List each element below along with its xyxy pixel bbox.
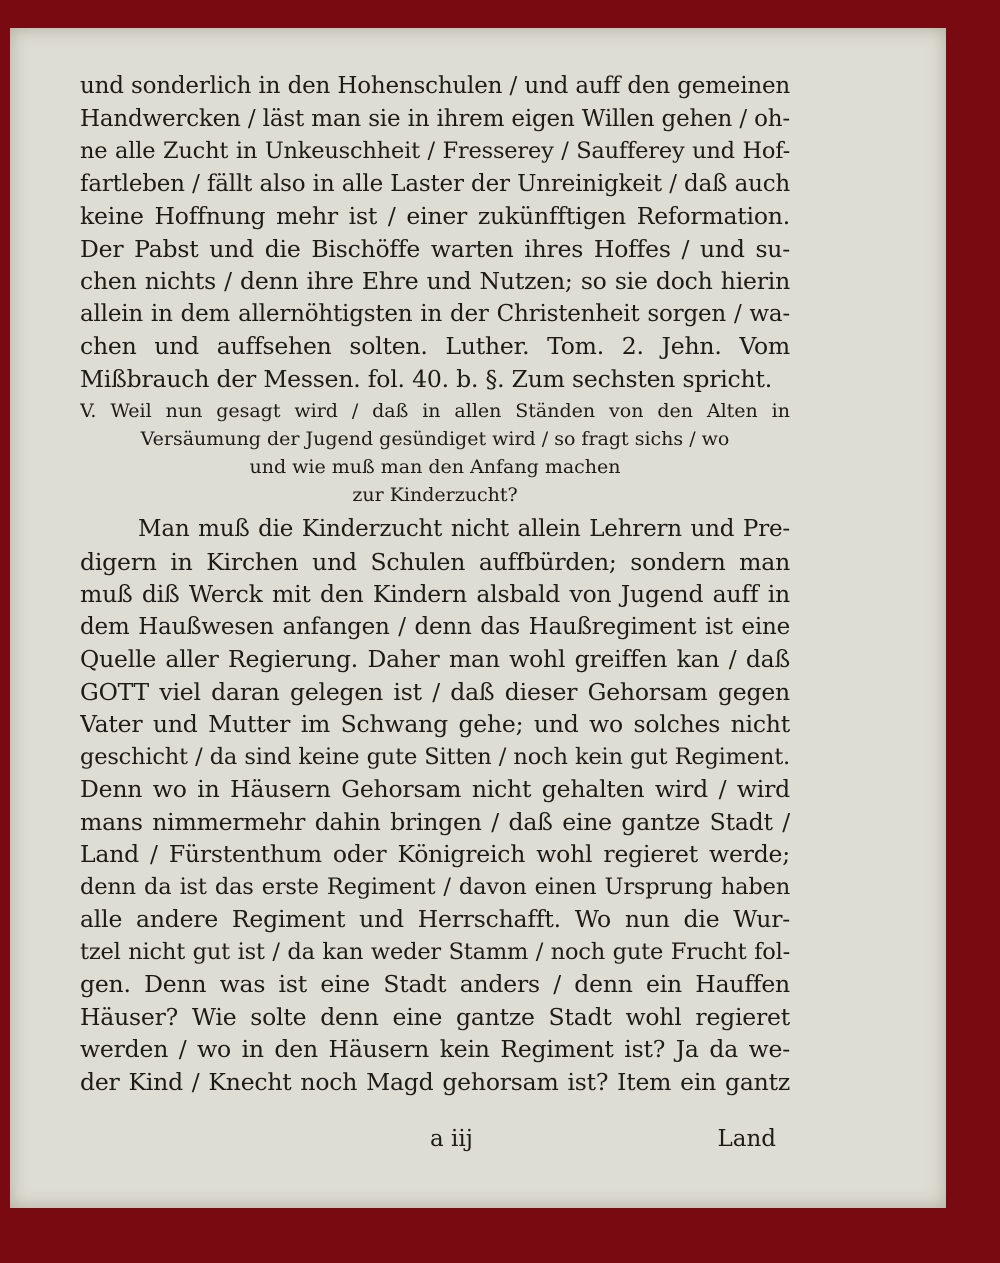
text-line: muß diß Werck mit den Kindern alsbald von Jugend auff in	[80, 580, 790, 608]
book-page	[10, 28, 946, 1208]
text-line: Handwercken / läst man sie in ihrem eigen Willen gehen / oh-	[80, 105, 790, 132]
paragraph-kinderzucht	[80, 513, 790, 1098]
text-line: allein in dem allernöhtigsten in der Christenheit sorgen / wa-	[80, 300, 790, 327]
heading-line: Versäumung der Jugend gesündiget wird / so fragt sichs / wo	[140, 428, 730, 450]
text-line: der Kind / Knecht noch Magd gehorsam ist? Item ein gantz	[80, 1067, 790, 1096]
text-line: keine Hoffnung mehr ist / einer zukünfftigen Reformation.	[80, 202, 790, 230]
text-line: Der Pabst und die Bischöffe warten ihres Hoffes / und su-	[80, 234, 790, 263]
text-line: Quelle aller Regierung. Daher man wohl greiffen kan / daß	[80, 645, 790, 673]
section-heading-v	[80, 397, 790, 509]
text-line: alle andere Regiment und Herrschafft. Wo nun die Wur-	[80, 905, 790, 933]
text-line: und sonderlich in den Hohenschulen / und auff den gemeinen	[80, 73, 790, 99]
text-line: chen nichts / denn ihre Ehre und Nutzen; so sie doch hierin	[80, 267, 790, 295]
text-line: mans nimmermehr dahin bringen / daß eine gantze Stadt /	[80, 807, 790, 836]
text-line: Mißbrauch der Messen. fol. 40. b. §. Zum sechsten spricht.	[80, 364, 772, 393]
text-line: werden / wo in den Häusern kein Regiment ist? Ja da we-	[80, 1035, 790, 1063]
page-footer	[80, 1126, 776, 1158]
text-line: ne alle Zucht in Unkeuschheit / Fresserey / Saufferey und Hof-	[80, 138, 790, 164]
text-line: Vater und Mutter im Schwang gehe; und wo solches nicht	[80, 710, 790, 738]
text-line: fartleben / fällt also in alle Laster der Unreinigkeit / daß auch	[80, 170, 790, 197]
text-line: Man muß die Kinderzucht nicht allein Lehrern und Pre-	[138, 516, 790, 542]
text-line: gen. Denn was ist eine Stadt anders / denn ein Hauffen	[80, 970, 790, 998]
text-line: denn da ist das erste Regiment / davon einen Ursprung haben	[80, 873, 790, 900]
page-text	[80, 70, 790, 1098]
text-line: dem Haußwesen anfangen / denn das Haußregiment ist eine	[80, 613, 790, 640]
text-line: Land / Fürstenthum oder Königreich wohl regieret werde;	[80, 840, 790, 868]
catchword: Land	[717, 1126, 776, 1152]
text-line: GOTT viel daran gelegen ist / daß dieser Gehorsam gegen	[80, 677, 790, 706]
text-line: Denn wo in Häusern Gehorsam nicht gehalten wird / wird	[80, 775, 790, 803]
heading-line: zur Kinderzucht?	[352, 484, 518, 506]
text-line: geschicht / da sind keine gute Sitten / noch kein gut Regiment.	[80, 743, 790, 770]
text-line: chen und auffsehen solten. Luther. Tom. 2. Jehn. Vom	[80, 332, 790, 360]
text-line: digern in Kirchen und Schulen auffbürden; sondern man	[80, 547, 790, 576]
signature-mark: a iij	[430, 1126, 473, 1152]
text-line: Häuser? Wie solte denn eine gantze Stadt wohl regieret	[80, 1002, 790, 1031]
text-line: tzel nicht gut ist / da kan weder Stamm / noch gute Frucht fol-	[80, 938, 790, 965]
paragraph-luther-quote	[80, 70, 790, 395]
heading-line: V. Weil nun gesagt wird / daß in allen Ständen von den Alten in	[80, 400, 790, 422]
heading-line: und wie muß man den Anfang machen	[249, 456, 621, 478]
